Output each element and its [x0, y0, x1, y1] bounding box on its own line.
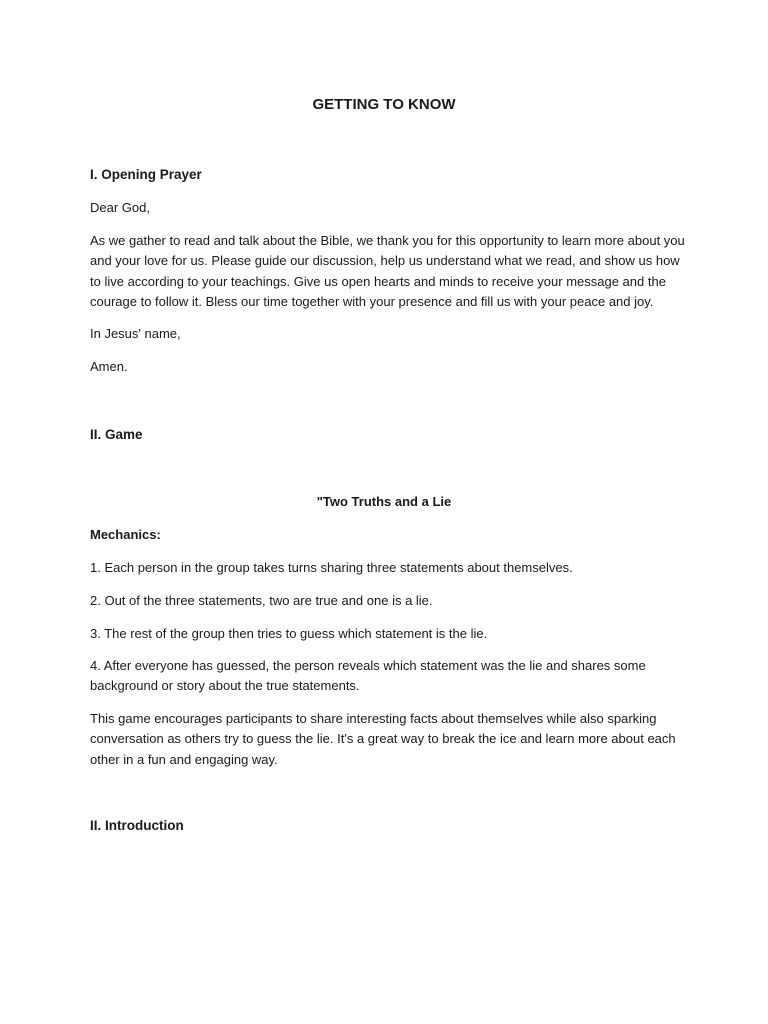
mechanics-label: Mechanics: — [90, 527, 161, 542]
section-heading-game: II. Game — [90, 427, 143, 442]
mechanics-step-1: 1. Each person in the group takes turns sharing three statements about themselves. — [90, 560, 573, 575]
section-heading-introduction: II. Introduction — [90, 818, 184, 833]
game-summary: This game encourages participants to share interesting facts about themselves while also sparking conversation as others try to guess the lie. It's a great way to break the ice and learn more about each other in a fun and engaging way. — [90, 711, 676, 767]
mechanics-step-4: 4. After everyone has guessed, the person reveals which statement was the lie and shares some background or story about the true statements. — [90, 658, 646, 694]
page-title: GETTING TO KNOW — [312, 96, 456, 113]
game-title: "Two Truths and a Lie — [316, 494, 452, 509]
section-heading-opening-prayer: I. Opening Prayer — [90, 167, 202, 182]
prayer-amen: Amen. — [90, 359, 128, 374]
prayer-salutation: Dear God, — [90, 200, 150, 215]
prayer-closing: In Jesus' name, — [90, 326, 181, 341]
mechanics-step-3: 3. The rest of the group then tries to guess which statement is the lie. — [90, 626, 488, 641]
mechanics-step-2: 2. Out of the three statements, two are true and one is a lie. — [90, 593, 433, 608]
prayer-body: As we gather to read and talk about the Bible, we thank you for this opportunity to learn more about you and your love for us. Please guide our discussion, help us understand what we read, and show us how to live according to your teachings. Give us open hearts and minds to receive your message and the courage to follow it. Bless our time together with your presence and fill us with your peace and joy. — [90, 233, 685, 309]
